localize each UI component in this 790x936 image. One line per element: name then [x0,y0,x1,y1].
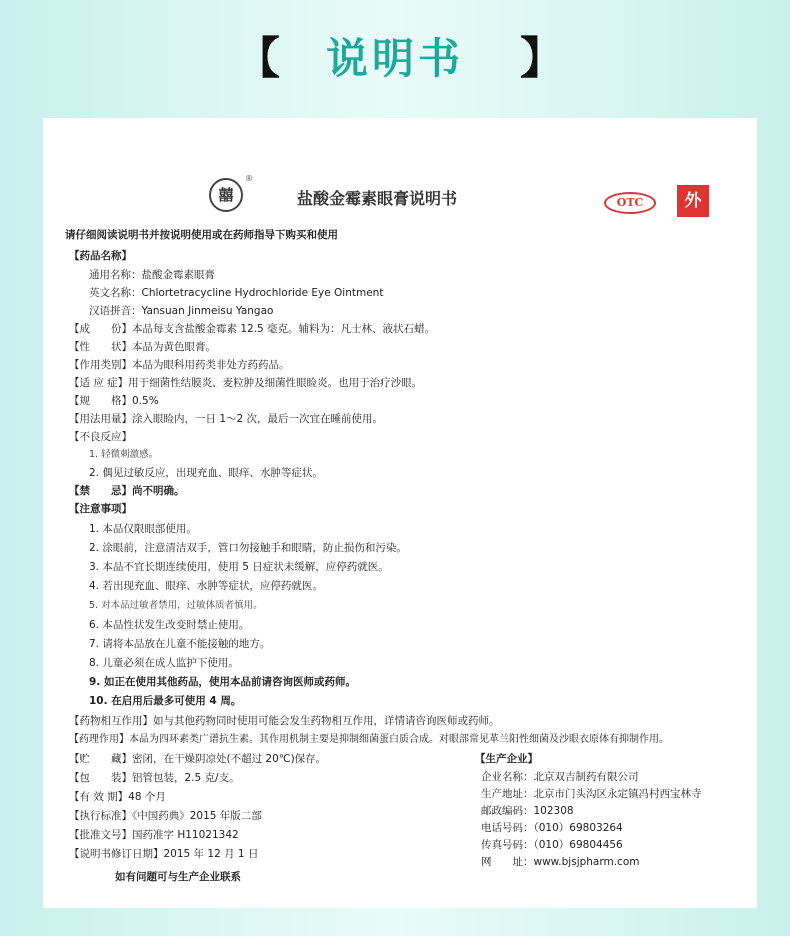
indications: 【适 应 症】用于细菌性结膜炎、麦粒肿及细菌性眼睑炎。也用于治疗沙眼。 [69,377,423,389]
precaution-item: 7. 请将本品放在儿童不能接触的地方。 [89,638,271,650]
fax-number: 传真号码：（010）69804456 [481,839,623,851]
precautions-header: 【注意事项】 [69,503,132,515]
adverse-item: 1. 轻微刺激感。 [89,449,159,460]
contraindications: 【禁 忌】尚不明确。 [69,485,185,497]
precaution-item: 8. 儿童必须在成人监护下使用。 [89,657,239,669]
postcode: 邮政编码：102308 [481,805,574,817]
phone-number: 电话号码：（010）69803264 [481,822,623,834]
precaution-item: 1. 本品仅限眼部使用。 [89,523,197,535]
precaution-item: 3. 本品不宜长期连续使用，使用 5 日症状未缓解，应停药就医。 [89,561,389,573]
dosage: 【用法用量】涂入眼睑内，一日 1～2 次，最后一次宜在睡前使用。 [69,413,384,425]
footer-note: 如有问题可与生产企业联系 [115,871,241,883]
left-bracket: 【 [236,33,280,84]
leaflet-sheet [43,118,757,908]
pinyin-name: 汉语拼音：Yansuan Jinmeisu Yangao [89,305,274,317]
precaution-item: 9. 如正在使用其他药品，使用本品前请咨询医师或药师。 [89,676,356,688]
registered-mark: ® [245,174,253,183]
usage-warning: 请仔细阅读说明书并按说明使用或在药师指导下购买和使用 [65,229,338,241]
standard: 【执行标准】《中国药典》2015 年版二部 [69,810,262,822]
packaging: 【包 装】铝管包装，2.5 克/支。 [69,772,240,784]
brand-logo-icon: 囍 [209,178,243,212]
company-address: 生产地址：北京市门头沟区永定镇冯村西宝林寺 [481,788,702,800]
adverse-header: 【不良反应】 [69,431,132,443]
composition: 【成 份】本品每支含盐酸金霉素 12.5 毫克。辅料为：凡士林、液状石蜡。 [69,323,436,335]
drug-name-header: 【药品名称】 [69,250,132,262]
website: 网 址：www.bjsjpharm.com [481,856,640,868]
precaution-item: 10. 在启用后最多可使用 4 周。 [89,695,242,707]
pharmacology: 【药理作用】本品为四环素类广谱抗生素。其作用机制主要是抑制细菌蛋白质合成。对眼部常见革兰阳性细菌及沙眼衣原体有抑制作用。 [69,734,669,745]
page-header [0,0,790,118]
external-use-badge: 外 [677,185,709,217]
otc-badge: OTC [604,192,656,214]
storage: 【贮 藏】密闭，在干燥阴凉处(不超过 20℃)保存。 [69,753,327,765]
category: 【作用类别】本品为眼科用药类非处方药药品。 [69,359,290,371]
approval-number: 【批准文号】国药准字 H11021342 [69,829,239,841]
precaution-item: 2. 涂眼前，注意清洁双手，管口勿接触手和眼睛，防止损伤和污染。 [89,542,407,554]
leaflet-title: 盐酸金霉素眼膏说明书 [297,189,458,208]
revision-date: 【说明书修订日期】2015 年 12 月 1 日 [69,848,259,860]
specification: 【规 格】0.5% [69,395,159,407]
adverse-item: 2. 偶见过敏反应，出现充血、眼痒、水肿等症状。 [89,467,323,479]
validity: 【有 效 期】48 个月 [69,791,166,803]
drug-interactions: 【药物相互作用】如与其他药物同时使用可能会发生药物相互作用，详情请咨询医师或药师。 [69,715,500,727]
right-bracket: 】 [520,33,564,84]
english-name: 英文名称：Chlortetracycline Hydrochloride Eye Ointment [89,287,384,299]
precaution-item: 5. 对本品过敏者禁用，过敏体质者慎用。 [89,600,263,611]
character: 【性 状】本品为黄色眼膏。 [69,341,216,353]
precaution-item: 4. 若出现充血、眼痒、水肿等症状，应停药就医。 [89,580,323,592]
company-name: 企业名称：北京双吉制药有限公司 [481,771,639,783]
manufacturer-header: 【生产企业】 [475,753,538,765]
precaution-item: 6. 本品性状发生改变时禁止使用。 [89,619,250,631]
page-title: 说明书 [325,34,464,83]
generic-name: 通用名称：盐酸金霉素眼膏 [89,269,215,281]
